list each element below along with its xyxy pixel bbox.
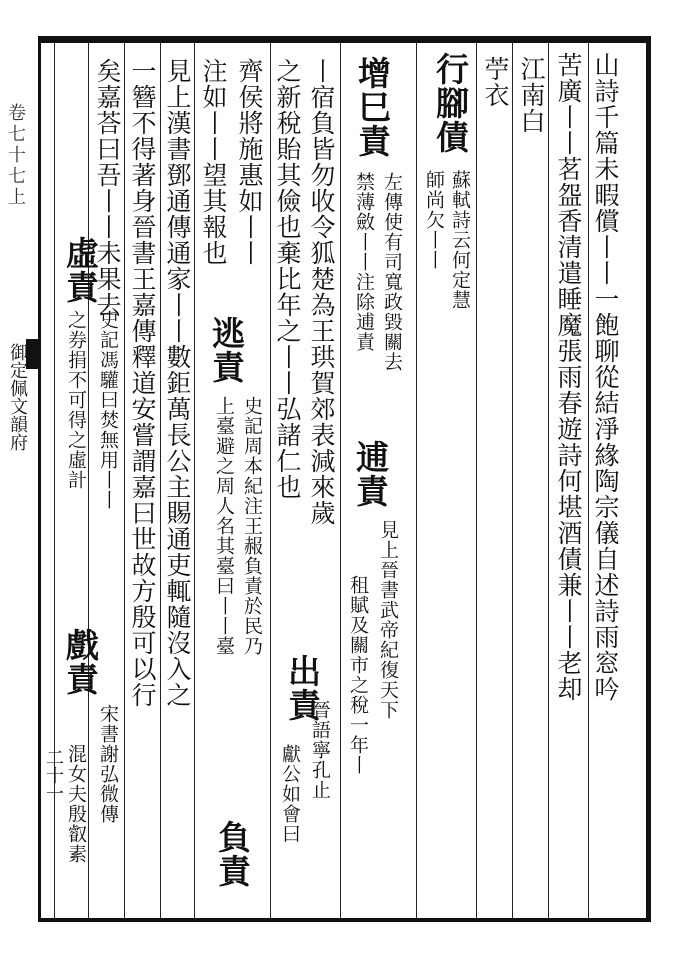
right-border — [646, 36, 651, 922]
column-divider — [512, 43, 513, 918]
bottom-border — [40, 918, 650, 922]
entry-heading: 逃責 — [207, 316, 246, 384]
column-divider — [160, 43, 161, 918]
entry-note: 蘇軾詩云何定慧 — [449, 170, 471, 310]
text-column: 丨宿負皆勿收令狐楚為王珙賀郊表減來歲 — [307, 58, 336, 526]
entry-heading: 行腳債 — [431, 52, 470, 154]
entry-note: 上臺避之周人名其臺曰丨丨臺 — [213, 396, 235, 656]
entry-heading: 出責 — [283, 654, 322, 722]
entry-note: 晉語寧孔止 — [309, 700, 331, 800]
text-column: 矣嘉荅曰吾丨丨未果去 — [93, 58, 122, 318]
column-divider — [476, 43, 477, 918]
entry-note: 史記周本紀注王赧負責於民乃 — [241, 396, 263, 656]
entry-note: 左傳使有司寬政毀關去 — [381, 172, 403, 372]
text-column: 見上漢書鄧通傳通家丨丨數鉅萬長公主賜通吏輒隨沒入之 — [163, 58, 192, 708]
text-column: 之新稅貽其儉也棄比年之丨丨弘諸仁也 — [273, 58, 302, 500]
entry-heading: 增巳責 — [353, 56, 392, 158]
column-divider — [124, 43, 125, 918]
text-column: 江南白 — [517, 56, 546, 134]
margin-decoration: 卷七十七上 — [5, 103, 26, 208]
column-divider — [194, 43, 195, 918]
entry-note: 師尚欠丨丨 — [423, 170, 445, 270]
entry-note: 禁薄斂丨丨注除逋責 — [353, 172, 375, 352]
entry-note: 之券捐不可得之虛計 — [65, 310, 87, 490]
top-border — [40, 36, 650, 43]
entry-heading: 戲責 — [61, 628, 100, 696]
entry-heading: 虛責 — [61, 236, 100, 304]
entry-note: 宋書謝弘微傳 — [97, 704, 119, 824]
book-title: 御定佩文韻府 — [7, 343, 28, 451]
text-column: 苧衣 — [481, 56, 510, 108]
entry-note: 混女夫殷叡素 — [65, 744, 87, 864]
text-column: 苦廣丨丨茗盌香清遣睡魔張雨春遊詩何堪酒債兼丨丨老却 — [554, 52, 583, 702]
column-divider — [88, 43, 89, 918]
entry-heading: 逋責 — [351, 440, 390, 508]
entry-note: 獻公如會曰 — [279, 744, 301, 844]
text-column: 山詩千篇未暇償丨丨一飽聊從結淨緣陶宗儀自述詩雨窓吟 — [591, 52, 620, 702]
column-divider — [588, 43, 589, 918]
text-column: 一簪不得著身晉書王嘉傳釋道安嘗謂嘉曰世故方殷可以行 — [128, 58, 157, 708]
column-divider — [548, 43, 549, 918]
column-divider — [340, 43, 341, 918]
margin-strip — [0, 43, 38, 918]
entry-note: 租賦及關市之稅一年丨 — [347, 575, 369, 775]
entry-heading: 負責 — [213, 820, 252, 888]
text-column: 齊侯將施惠如丨丨 — [235, 58, 264, 266]
text-column: 注如丨丨望其報也 — [199, 58, 228, 266]
column-divider — [416, 43, 417, 918]
entry-note: 史記馮驩曰焚無用丨丨 — [97, 310, 119, 510]
entry-note: 見上晉書武帝紀復天下 — [377, 520, 399, 720]
column-divider — [270, 43, 271, 918]
folio-number: 二十一 — [43, 748, 64, 802]
